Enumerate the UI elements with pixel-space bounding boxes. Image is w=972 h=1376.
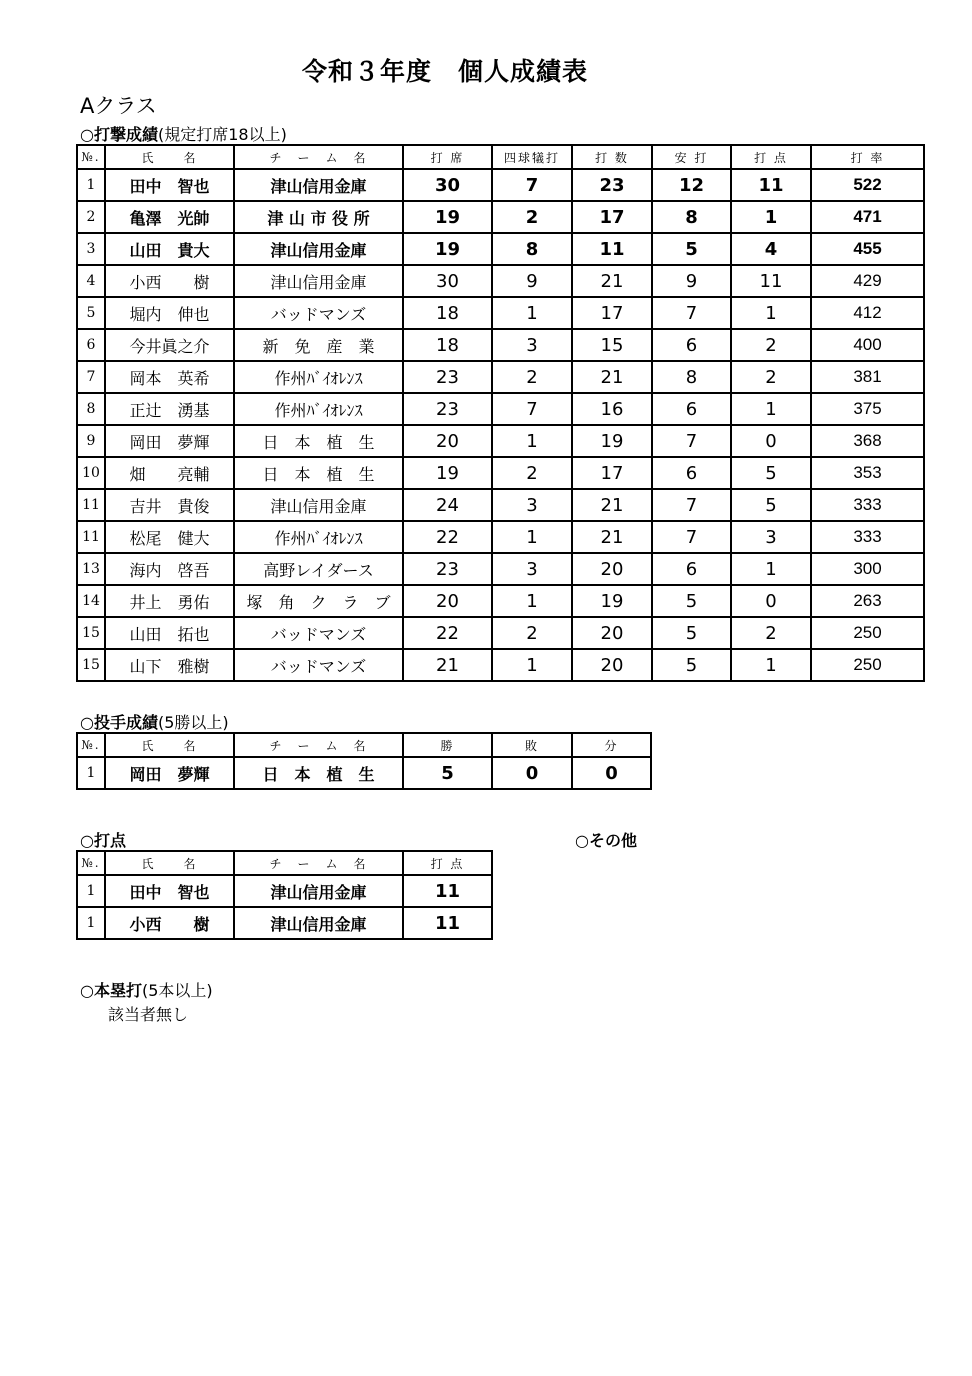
batting-cell-rbi: 0 (731, 585, 811, 617)
batting-cell-name: 田中 智也 (105, 169, 234, 201)
table-row (77, 393, 924, 425)
batting-cell-ab: 20 (572, 553, 652, 585)
batting-cell-ab: 17 (572, 457, 652, 489)
table-row (77, 489, 924, 521)
batting-cell-no: 2 (77, 201, 105, 233)
batting-cell-h: 7 (652, 489, 731, 521)
batting-cell-name: 小西 樹 (105, 265, 234, 297)
table-row (77, 457, 924, 489)
batting-cell-avg: 455 (811, 233, 924, 265)
batting-cell-rbi: 1 (731, 297, 811, 329)
batting-column-header: 氏 名 (105, 145, 234, 169)
table-row (77, 425, 924, 457)
pitching-column-header: チ ー ム 名 (234, 733, 403, 757)
batting-cell-team: 作州ﾊﾞｲｵﾚﾝｽ (234, 393, 403, 425)
batting-cell-bb: 3 (492, 489, 572, 521)
batting-cell-avg: 412 (811, 297, 924, 329)
batting-cell-h: 7 (652, 297, 731, 329)
other-heading (575, 828, 637, 851)
batting-cell-pa: 18 (403, 329, 492, 361)
batting-cell-name: 山下 雅樹 (105, 649, 234, 681)
batting-cell-name: 山田 拓也 (105, 617, 234, 649)
batting-cell-avg: 263 (811, 585, 924, 617)
other-heading-title: ○その他 (575, 831, 637, 850)
batting-cell-pa: 21 (403, 649, 492, 681)
table-row (77, 553, 924, 585)
batting-cell-h: 7 (652, 425, 731, 457)
pitching-column-header: 勝 (403, 733, 492, 757)
pitching-cell-team: 日 本 植 生 (234, 757, 403, 789)
table-row (77, 649, 924, 681)
batting-cell-team: バッドマンズ (234, 649, 403, 681)
page-title: 令和３年度 個人成績表 (301, 57, 588, 86)
batting-cell-bb: 1 (492, 297, 572, 329)
batting-cell-avg: 471 (811, 201, 924, 233)
batting-cell-h: 5 (652, 233, 731, 265)
batting-cell-bb: 1 (492, 521, 572, 553)
batting-cell-rbi: 0 (731, 425, 811, 457)
batting-cell-no: 8 (77, 393, 105, 425)
pitching-heading-title: ○投手成績 (80, 713, 158, 732)
batting-column-header: 打 点 (731, 145, 811, 169)
batting-cell-team: 高野レイダース (234, 553, 403, 585)
batting-cell-avg: 375 (811, 393, 924, 425)
batting-cell-pa: 19 (403, 457, 492, 489)
batting-cell-no: 14 (77, 585, 105, 617)
batting-cell-team: 津 山 市 役 所 (234, 201, 403, 233)
batting-cell-no: 11 (77, 489, 105, 521)
batting-header-row (77, 145, 924, 169)
batting-cell-avg: 250 (811, 649, 924, 681)
batting-column-header: チ ー ム 名 (234, 145, 403, 169)
pitching-column-header: 分 (572, 733, 651, 757)
pitching-header-row (77, 733, 651, 757)
batting-cell-name: 畑 亮輔 (105, 457, 234, 489)
batting-cell-no: 5 (77, 297, 105, 329)
batting-column-header: 四球犠打 (492, 145, 572, 169)
batting-cell-bb: 8 (492, 233, 572, 265)
rbi-heading-title: ○打点 (80, 831, 126, 850)
batting-cell-bb: 7 (492, 169, 572, 201)
batting-cell-ab: 19 (572, 585, 652, 617)
batting-cell-no: 1 (77, 169, 105, 201)
batting-cell-ab: 19 (572, 425, 652, 457)
batting-cell-ab: 17 (572, 201, 652, 233)
pitching-cell-name: 岡田 夢輝 (105, 757, 234, 789)
batting-cell-h: 7 (652, 521, 731, 553)
batting-cell-ab: 15 (572, 329, 652, 361)
rbi-table (76, 850, 493, 940)
batting-cell-avg: 522 (811, 169, 924, 201)
batting-cell-rbi: 1 (731, 649, 811, 681)
batting-cell-ab: 11 (572, 233, 652, 265)
batting-cell-team: 津山信用金庫 (234, 265, 403, 297)
batting-cell-pa: 24 (403, 489, 492, 521)
table-row (77, 617, 924, 649)
batting-cell-rbi: 2 (731, 329, 811, 361)
batting-cell-rbi: 5 (731, 489, 811, 521)
batting-cell-pa: 23 (403, 393, 492, 425)
pitching-cell-l: 0 (492, 757, 572, 789)
batting-cell-avg: 250 (811, 617, 924, 649)
batting-cell-team: バッドマンズ (234, 297, 403, 329)
batting-cell-team: 日 本 植 生 (234, 457, 403, 489)
batting-cell-rbi: 1 (731, 553, 811, 585)
rbi-cell-name: 小西 樹 (105, 907, 234, 939)
rbi-cell-no: 1 (77, 907, 105, 939)
batting-cell-name: 山田 貴大 (105, 233, 234, 265)
batting-cell-pa: 23 (403, 361, 492, 393)
batting-cell-h: 6 (652, 393, 731, 425)
batting-column-header: 打 率 (811, 145, 924, 169)
batting-cell-name: 正辻 湧基 (105, 393, 234, 425)
batting-cell-ab: 20 (572, 617, 652, 649)
batting-cell-pa: 22 (403, 521, 492, 553)
batting-cell-name: 今井眞之介 (105, 329, 234, 361)
table-row (77, 297, 924, 329)
batting-cell-avg: 353 (811, 457, 924, 489)
rbi-header-row (77, 851, 492, 875)
batting-cell-ab: 21 (572, 489, 652, 521)
batting-cell-avg: 429 (811, 265, 924, 297)
table-row (77, 329, 924, 361)
batting-table (76, 144, 925, 682)
batting-cell-h: 6 (652, 457, 731, 489)
batting-column-header: 打 席 (403, 145, 492, 169)
rbi-cell-rbi: 11 (403, 907, 492, 939)
table-row (77, 757, 651, 789)
table-row (77, 585, 924, 617)
batting-cell-no: 7 (77, 361, 105, 393)
homerun-heading (80, 978, 213, 1001)
rbi-column-header: №. (77, 851, 105, 875)
batting-cell-pa: 23 (403, 553, 492, 585)
pitching-column-header: №. (77, 733, 105, 757)
batting-cell-bb: 9 (492, 265, 572, 297)
table-row (77, 521, 924, 553)
rbi-column-header: チ ー ム 名 (234, 851, 403, 875)
rbi-cell-team: 津山信用金庫 (234, 907, 403, 939)
batting-cell-ab: 21 (572, 361, 652, 393)
batting-cell-ab: 17 (572, 297, 652, 329)
batting-cell-h: 5 (652, 649, 731, 681)
batting-cell-pa: 18 (403, 297, 492, 329)
batting-heading (80, 122, 287, 145)
batting-cell-name: 亀澤 光帥 (105, 201, 234, 233)
table-row (77, 233, 924, 265)
batting-cell-name: 海内 啓吾 (105, 553, 234, 585)
batting-cell-no: 3 (77, 233, 105, 265)
pitching-cell-w: 5 (403, 757, 492, 789)
batting-cell-avg: 300 (811, 553, 924, 585)
batting-cell-team: 津山信用金庫 (234, 489, 403, 521)
batting-cell-pa: 20 (403, 585, 492, 617)
pitching-cell-no: 1 (77, 757, 105, 789)
batting-cell-avg: 368 (811, 425, 924, 457)
batting-cell-rbi: 1 (731, 201, 811, 233)
batting-cell-no: 9 (77, 425, 105, 457)
batting-cell-name: 岡田 夢輝 (105, 425, 234, 457)
batting-cell-bb: 2 (492, 617, 572, 649)
batting-cell-team: 日 本 植 生 (234, 425, 403, 457)
batting-cell-bb: 3 (492, 553, 572, 585)
batting-cell-name: 吉井 貴俊 (105, 489, 234, 521)
batting-cell-pa: 30 (403, 265, 492, 297)
batting-cell-rbi: 5 (731, 457, 811, 489)
pitching-heading (80, 710, 229, 733)
pitching-table (76, 732, 652, 790)
batting-cell-rbi: 2 (731, 361, 811, 393)
batting-cell-h: 6 (652, 329, 731, 361)
batting-cell-bb: 2 (492, 201, 572, 233)
batting-cell-h: 12 (652, 169, 731, 201)
batting-cell-name: 堀内 伸也 (105, 297, 234, 329)
rbi-cell-name: 田中 智也 (105, 875, 234, 907)
batting-cell-ab: 16 (572, 393, 652, 425)
batting-cell-rbi: 11 (731, 265, 811, 297)
rbi-cell-team: 津山信用金庫 (234, 875, 403, 907)
batting-cell-h: 6 (652, 553, 731, 585)
batting-cell-h: 8 (652, 361, 731, 393)
batting-cell-team: 作州ﾊﾞｲｵﾚﾝｽ (234, 521, 403, 553)
rbi-cell-rbi: 11 (403, 875, 492, 907)
batting-cell-bb: 2 (492, 361, 572, 393)
rbi-column-header: 打 点 (403, 851, 492, 875)
homerun-heading-note: (5本以上) (141, 981, 213, 1000)
batting-cell-pa: 30 (403, 169, 492, 201)
batting-cell-team: 塚 角 ク ラ ブ (234, 585, 403, 617)
batting-cell-h: 5 (652, 585, 731, 617)
batting-cell-bb: 1 (492, 425, 572, 457)
table-row (77, 907, 492, 939)
batting-cell-bb: 1 (492, 649, 572, 681)
table-row (77, 169, 924, 201)
batting-cell-h: 9 (652, 265, 731, 297)
batting-cell-no: 10 (77, 457, 105, 489)
batting-column-header: 打 数 (572, 145, 652, 169)
batting-column-header: 安 打 (652, 145, 731, 169)
batting-cell-ab: 21 (572, 521, 652, 553)
batting-cell-avg: 400 (811, 329, 924, 361)
homerun-heading-title: ○本塁打 (80, 981, 142, 1000)
batting-cell-name: 井上 勇佑 (105, 585, 234, 617)
batting-cell-team: 作州ﾊﾞｲｵﾚﾝｽ (234, 361, 403, 393)
batting-cell-avg: 381 (811, 361, 924, 393)
batting-cell-pa: 20 (403, 425, 492, 457)
batting-cell-h: 5 (652, 617, 731, 649)
batting-cell-team: バッドマンズ (234, 617, 403, 649)
batting-cell-no: 15 (77, 649, 105, 681)
batting-heading-title: ○打撃成績 (80, 125, 158, 144)
batting-cell-team: 津山信用金庫 (234, 169, 403, 201)
batting-cell-no: 15 (77, 617, 105, 649)
batting-cell-ab: 21 (572, 265, 652, 297)
batting-cell-team: 津山信用金庫 (234, 233, 403, 265)
batting-cell-rbi: 2 (731, 617, 811, 649)
batting-cell-bb: 3 (492, 329, 572, 361)
class-label: Aクラス (80, 94, 157, 118)
rbi-cell-no: 1 (77, 875, 105, 907)
batting-cell-bb: 2 (492, 457, 572, 489)
batting-cell-no: 4 (77, 265, 105, 297)
batting-cell-no: 6 (77, 329, 105, 361)
batting-heading-note: (規定打席18以上) (157, 125, 287, 144)
batting-cell-pa: 22 (403, 617, 492, 649)
batting-cell-name: 松尾 健大 (105, 521, 234, 553)
batting-cell-rbi: 1 (731, 393, 811, 425)
batting-cell-rbi: 3 (731, 521, 811, 553)
batting-cell-ab: 20 (572, 649, 652, 681)
batting-cell-rbi: 11 (731, 169, 811, 201)
pitching-cell-d: 0 (572, 757, 651, 789)
rbi-heading (80, 828, 126, 851)
rbi-column-header: 氏 名 (105, 851, 234, 875)
batting-cell-pa: 19 (403, 233, 492, 265)
batting-cell-pa: 19 (403, 201, 492, 233)
table-row (77, 265, 924, 297)
batting-cell-team: 新 免 産 業 (234, 329, 403, 361)
batting-cell-no: 11 (77, 521, 105, 553)
batting-cell-no: 13 (77, 553, 105, 585)
batting-column-header: №. (77, 145, 105, 169)
table-row (77, 875, 492, 907)
batting-cell-name: 岡本 英希 (105, 361, 234, 393)
pitching-column-header: 氏 名 (105, 733, 234, 757)
table-row (77, 361, 924, 393)
batting-cell-avg: 333 (811, 489, 924, 521)
batting-cell-ab: 23 (572, 169, 652, 201)
batting-cell-rbi: 4 (731, 233, 811, 265)
pitching-column-header: 敗 (492, 733, 572, 757)
batting-cell-bb: 1 (492, 585, 572, 617)
pitching-heading-note: (5勝以上) (157, 713, 229, 732)
batting-cell-h: 8 (652, 201, 731, 233)
batting-cell-avg: 333 (811, 521, 924, 553)
homerun-note: 該当者無し (108, 1005, 189, 1024)
batting-cell-bb: 7 (492, 393, 572, 425)
table-row (77, 201, 924, 233)
